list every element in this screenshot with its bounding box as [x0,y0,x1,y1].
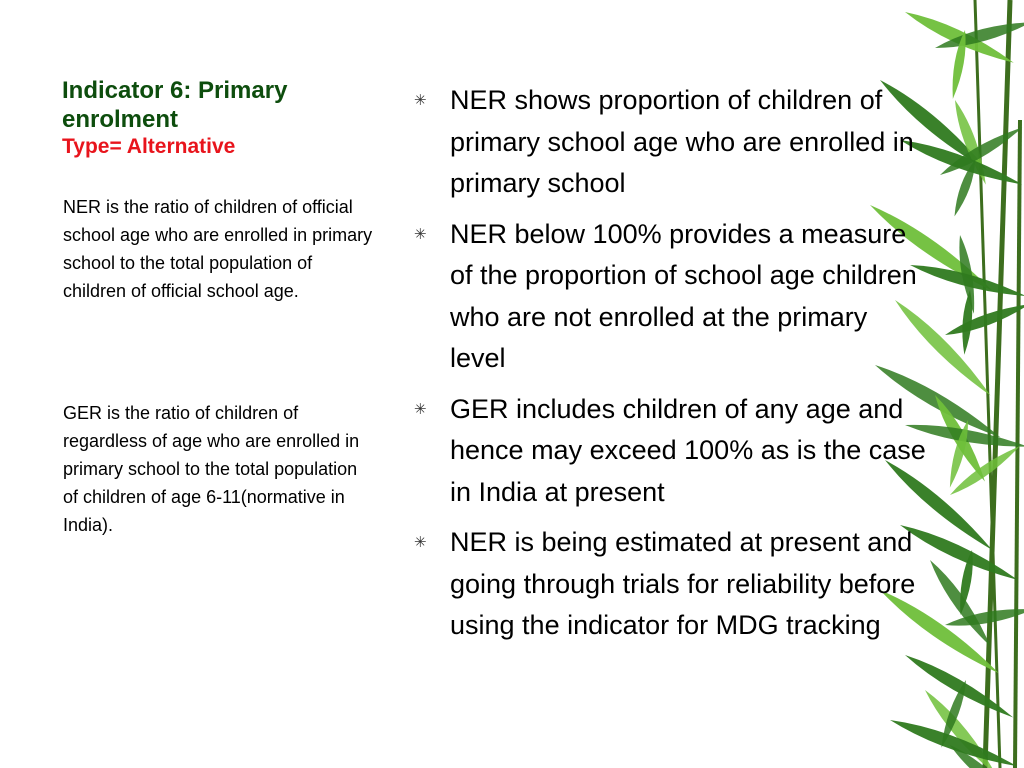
bullet-text: GER includes children of any age and hence may exceed 100% as is the case in India at present [450,393,926,507]
bullet-item [410,389,930,514]
title-line-2: enrolment [62,106,179,133]
asterisk-bullet-icon: ✳ [414,400,427,418]
slide-title [62,76,382,159]
asterisk-bullet-icon: ✳ [414,92,427,109]
asterisk-bullet-icon: ✳ [414,534,427,551]
bullet-item [410,214,930,380]
ner-definition: NER is the ratio of children of official school age who are enrolled in primary school to the total population of children of official school age. [63,197,373,301]
bullet-text: NER shows proportion of children of primary school age who are enrolled in primary school [450,85,914,198]
bullet-list [410,80,930,656]
title-line-1: Indicator 6: Primary [62,77,288,104]
bullet-text: NER below 100% provides a measure of the proportion of school age children who are not enrolled at the primary level [450,218,917,373]
asterisk-bullet-icon: ✳ [414,225,427,243]
bamboo-leaf [944,604,1024,630]
bullet-text: NER is being estimated at present and going through trials for reliability before using the indicator for MDG tracking [450,527,916,640]
ger-definition: GER is the ratio of children of regardless of age who are enrolled in primary school to the total population of children of age 6-11(normative in India). [63,403,360,535]
bullet-item [410,522,930,647]
bullet-item [410,80,930,205]
title-type: Type= Alternative [62,135,236,158]
